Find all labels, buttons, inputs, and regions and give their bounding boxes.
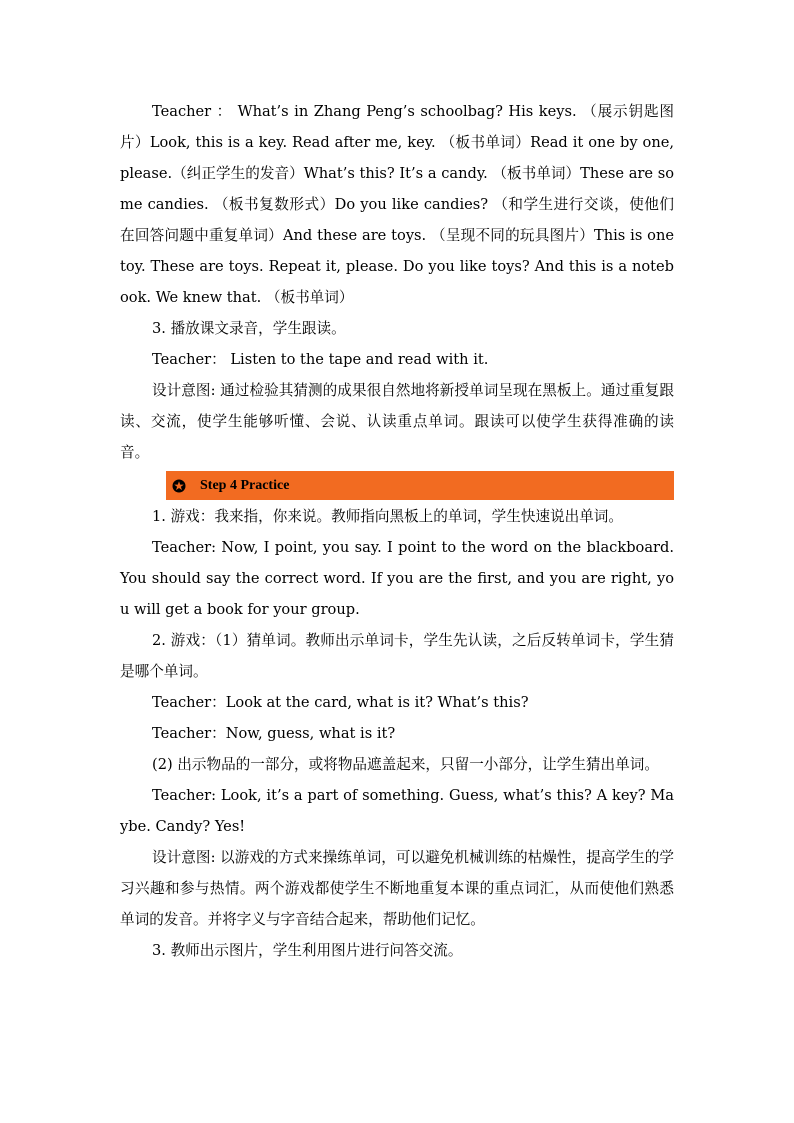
paragraph-teacher-keys: Teacher ： What’s in Zhang Peng’s schoolbag? His keys. （展示钥匙图片）Look, this is a key. Read after me, key. （板书单词）Read it one by one, please.（纠正学生的发音）What’s this? It’s a candy. （板书单词）These are some candies. （板书复数形式）Do you like candies? （和学生进行交谈，使他们在回答问题中重复单词）And these are toys. （呈现不同的玩具图片）This is one toy. These are toys. Repeat it, please. Do you like toys? And this is a notebook. We knew that. （板书单词）: [120, 103, 674, 306]
paragraph-teacher-point: Teacher: Now, I point, you say. I point to the word on the blackboard. You should say the correct word. If you are the first, and you are right, you will get a book for your group.: [120, 539, 674, 618]
paragraph-game-1: 1. 游戏：我来指，你来说。教师指向黑板上的单词，学生快速说出单词。: [152, 508, 623, 525]
paragraph-teacher-listen: Teacher： Listen to the tape and read with it.: [152, 351, 489, 368]
paragraph-design-intent-1: 设计意图: 通过检验其猜测的成果很自然地将新授单词呈现在黑板上。通过重复跟读、交流，使学生能够听懂、会说、认读重点单词。跟读可以使学生获得准确的读音。: [120, 382, 674, 461]
paragraph-step-3: 3. 播放课文录音，学生跟读。: [152, 320, 346, 337]
paragraph-teacher-part: Teacher: Look, it’s a part of something. Guess, what’s this? A key? Maybe. Candy? Yes!: [120, 787, 674, 835]
paragraph-teacher-card: Teacher：Look at the card, what is it? What’s this?: [152, 694, 529, 711]
step-4-label: Step 4 Practice: [200, 477, 290, 493]
paragraph-step-3-pictures: 3. 教师出示图片，学生利用图片进行问答交流。: [152, 942, 463, 959]
paragraph-design-intent-2: 设计意图: 以游戏的方式来操练单词，可以避免机械训练的枯燥性，提高学生的学习兴趣和参与热情。两个游戏都使学生不断地重复本课的重点词汇，从而使他们熟悉单词的发音。并将字义与字音结合起来，帮助他们记忆。: [120, 849, 674, 928]
paragraph-teacher-guess: Teacher：Now, guess, what is it?: [152, 725, 396, 742]
paragraph-game-2: 2. 游戏：（1）猜单词。教师出示单词卡，学生先认读，之后反转单词卡，学生猜是哪个单词。: [120, 632, 674, 680]
paragraph-game-2-part-2: (2) 出示物品的一部分，或将物品遮盖起来，只留一小部分，让学生猜出单词。: [152, 756, 659, 773]
step-4-header: [166, 471, 674, 500]
document-body: [120, 96, 674, 966]
circled-star-icon: [172, 479, 186, 493]
